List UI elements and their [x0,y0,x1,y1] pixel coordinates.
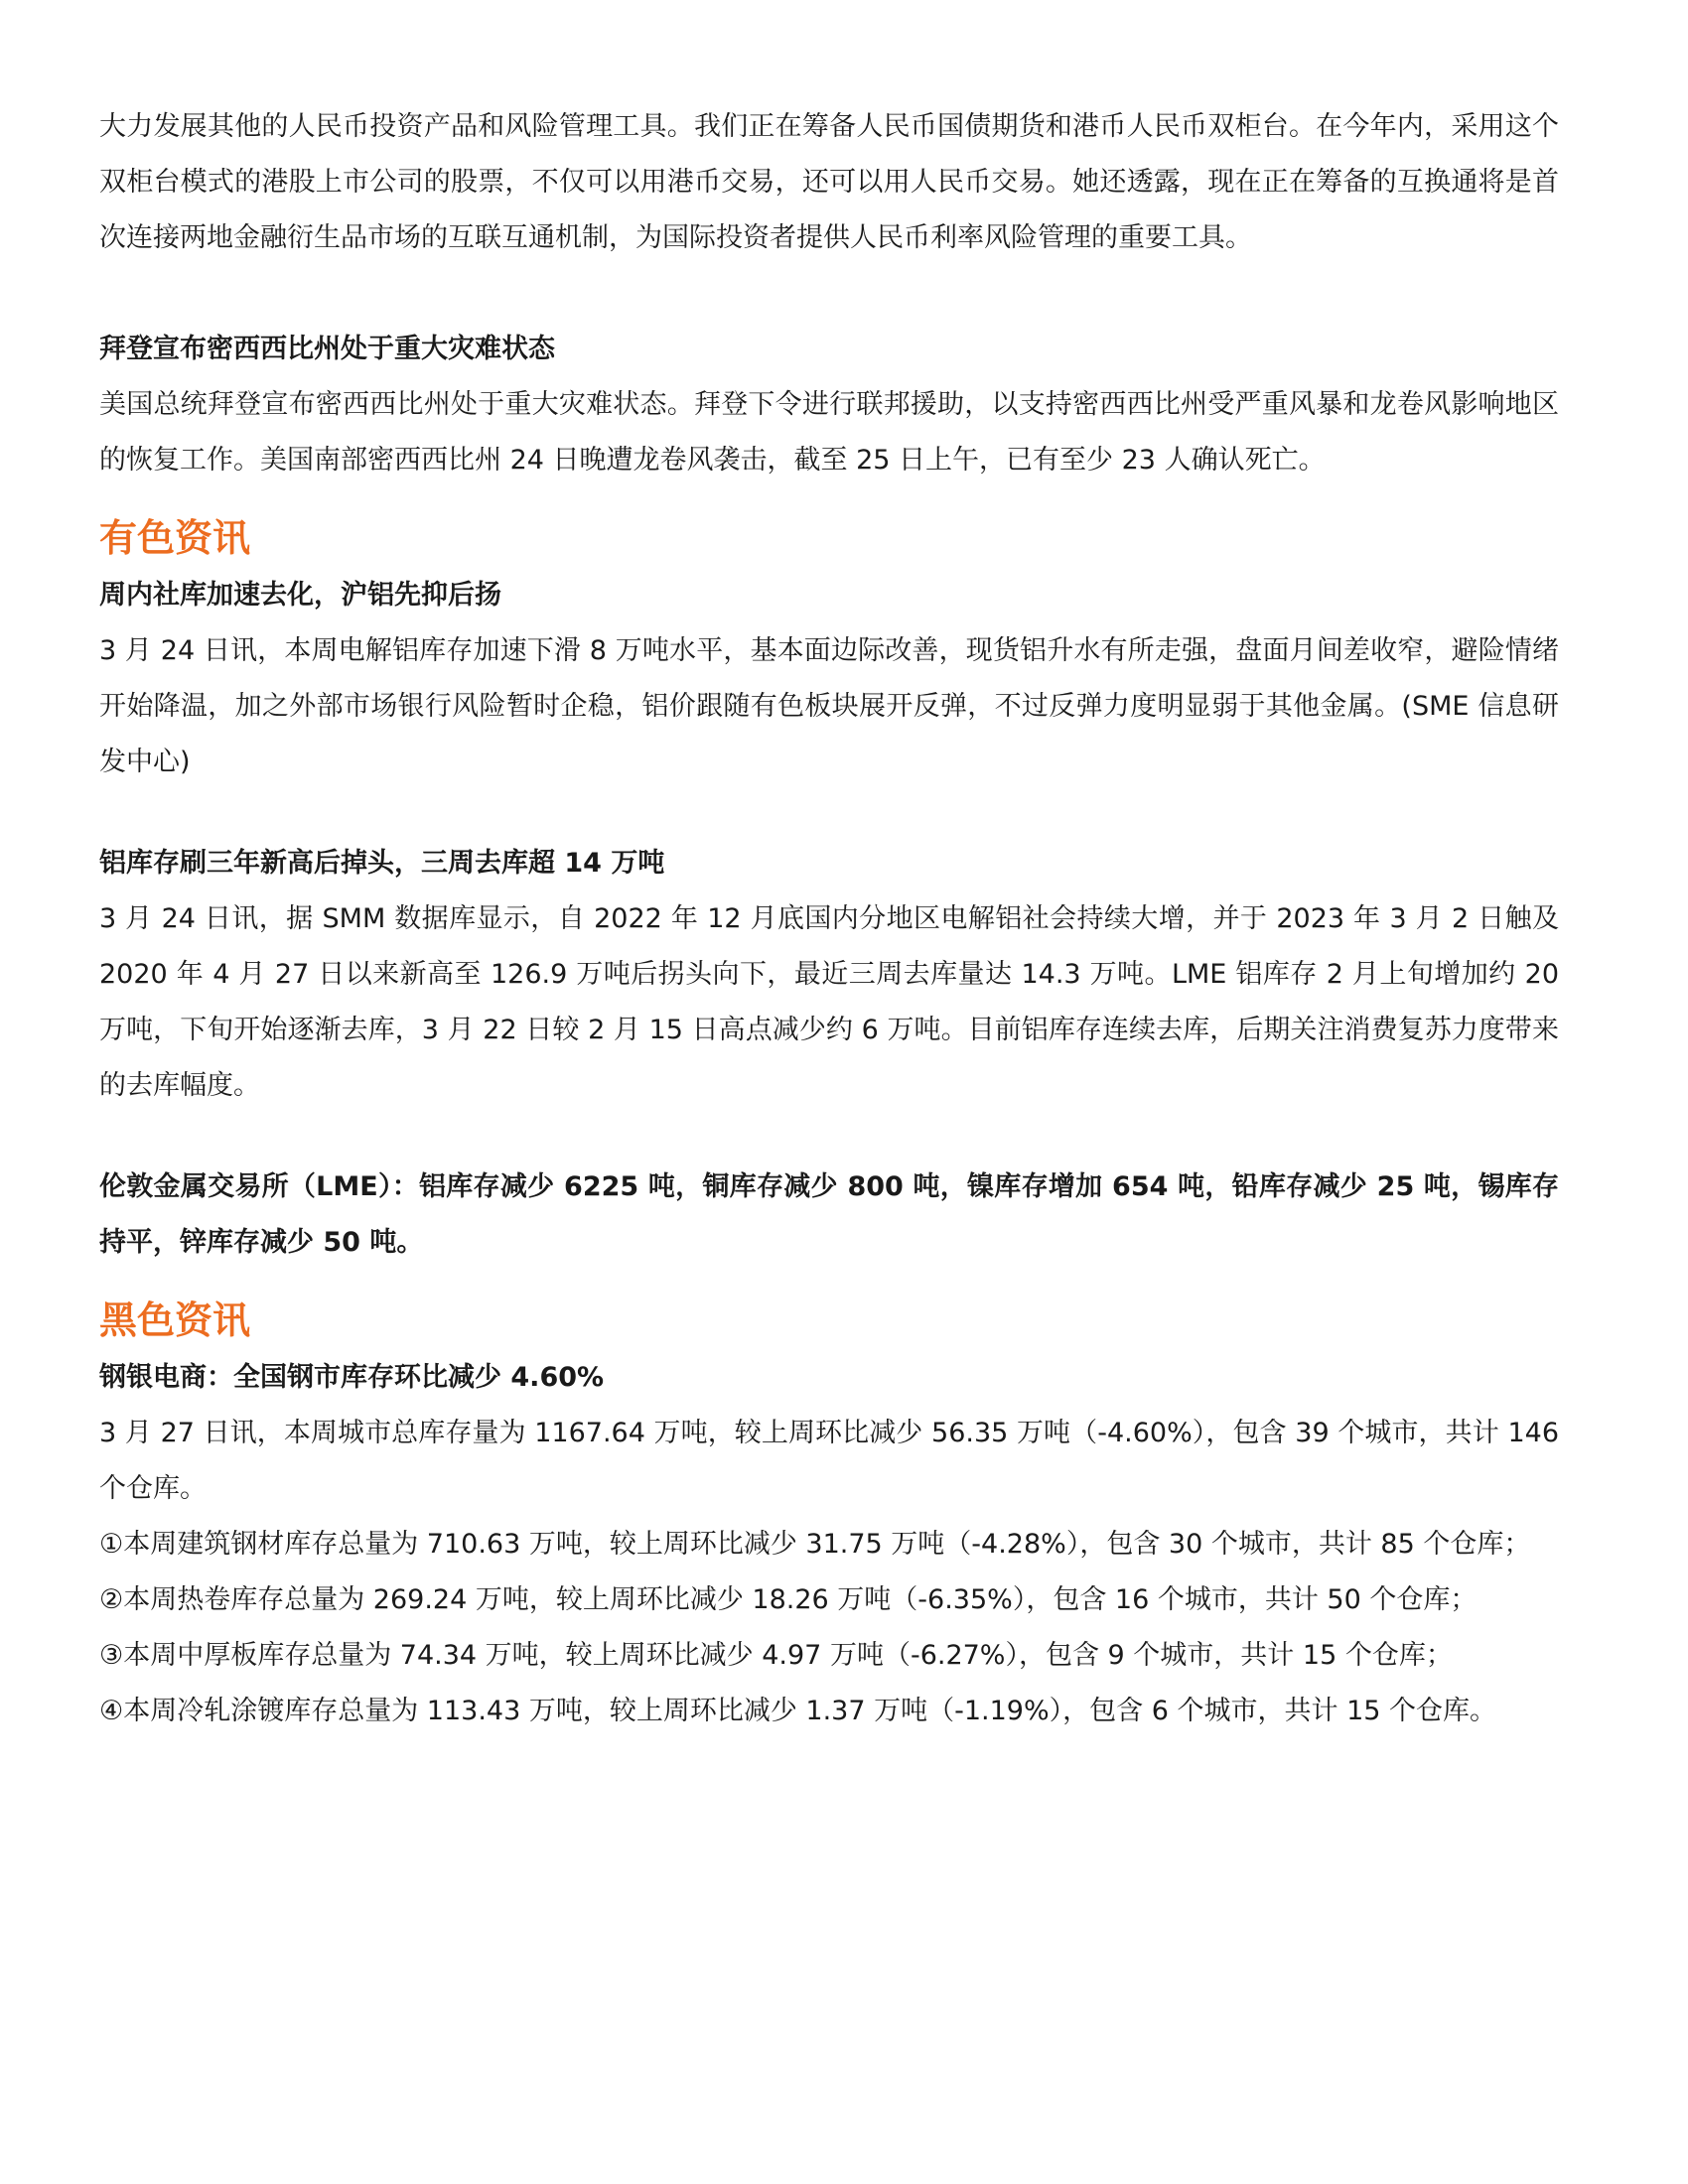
intro-paragraph: 大力发展其他的人民币投资产品和风险管理工具。我们正在筹备人民币国债期货和港币人民币双柜台。在今年内，采用这个双柜台模式的港股上市公司的股票，不仅可以用港币交易，还可以用人民币交易。她还透露，现在正在筹备的互换通将是首次连接两地金融衍生品市场的互联互通机制，为国际投资者提供人民币利率风险管理的重要工具。 [99,111,1559,253]
article-title-aluminum-weekly: 周内社库加速去化，沪铝先抑后扬 [99,580,501,611]
spacer [99,1114,1559,1160]
news-title-biden: 拜登宣布密西西比州处于重大灾难状态 [99,334,555,364]
lme-summary: 伦敦金属交易所（LME）：铝库存减少 6225 吨，铜库存减少 800 吨，镍库存增加 654 吨，铅库存减少 25 吨，锡库存持平，锌库存减少 50 吨。 [99,1171,1559,1258]
list-item: ④本周冷轧涂镀库存总量为 113.43 万吨，较上周环比减少 1.37 万吨（-1.19%），包含 6 个城市，共计 15 个仓库。 [99,1696,1497,1726]
article-title-steel-inventory: 钢银电商：全国钢市库存环比减少 4.60% [99,1362,605,1393]
list-item: ②本周热卷库存总量为 269.24 万吨，较上周环比减少 18.26 万吨（-6.35%），包含 16 个城市，共计 50 个仓库； [99,1584,1477,1615]
document-page [99,99,1559,1739]
list-item: ①本周建筑钢材库存总量为 710.63 万吨，较上周环比减少 31.75 万吨（-4.28%），包含 30 个城市，共计 85 个仓库； [99,1529,1531,1560]
spacer [99,790,1559,836]
spacer [99,1271,1559,1291]
section-heading-nonferrous: 有色资讯 [99,516,251,560]
spacer [99,488,1559,508]
list-item: ③本周中厚板库存总量为 74.34 万吨，较上周环比减少 4.97 万吨（-6.27%），包含 9 个城市，共计 15 个仓库； [99,1640,1453,1671]
news-body-biden: 美国总统拜登宣布密西西比州处于重大灾难状态。拜登下令进行联邦援助，以支持密西西比州受严重风暴和龙卷风影响地区的恢复工作。美国南部密西西比州 24 日晚遭龙卷风袭击，截至 25 日上午，已有至少 23 人确认死亡。 [99,389,1559,476]
article-body-aluminum-inventory: 3 月 24 日讯，据 SMM 数据库显示，自 2022 年 12 月底国内分地区电解铝社会持续大增，并于 2023 年 3 月 2 日触及 2020 年 4 月 27 日以来新高至 126.9 万吨后拐头向下，最近三周去库量达 14.3 万吨。LME 铝库存 2 月上旬增加约 20 万吨，下旬开始逐渐去库，3 月 22 日较 2 月 15 日高点减少约 6 万吨。目前铝库存连续去库，后期关注消费复苏力度带来的去库幅度。 [99,903,1559,1101]
article-title-aluminum-inventory: 铝库存刷三年新高后掉头，三周去库超 14 万吨 [99,848,665,879]
section-heading-ferrous: 黑色资讯 [99,1298,251,1342]
article-body-aluminum-weekly: 3 月 24 日讯，本周电解铝库存加速下滑 8 万吨水平，基本面边际改善，现货铝升水有所走强，盘面月间差收窄，避险情绪开始降温，加之外部市场银行风险暂时企稳，铝价跟随有色板块展开反弹，不过反弹力度明显弱于其他金属。(SME 信息研发中心) [99,635,1559,777]
article-body-steel-inventory: 3 月 27 日讯，本周城市总库存量为 1167.64 万吨，较上周环比减少 56.35 万吨（-4.60%），包含 39 个城市，共计 146 个仓库。 [99,1418,1559,1504]
spacer [99,266,1559,322]
